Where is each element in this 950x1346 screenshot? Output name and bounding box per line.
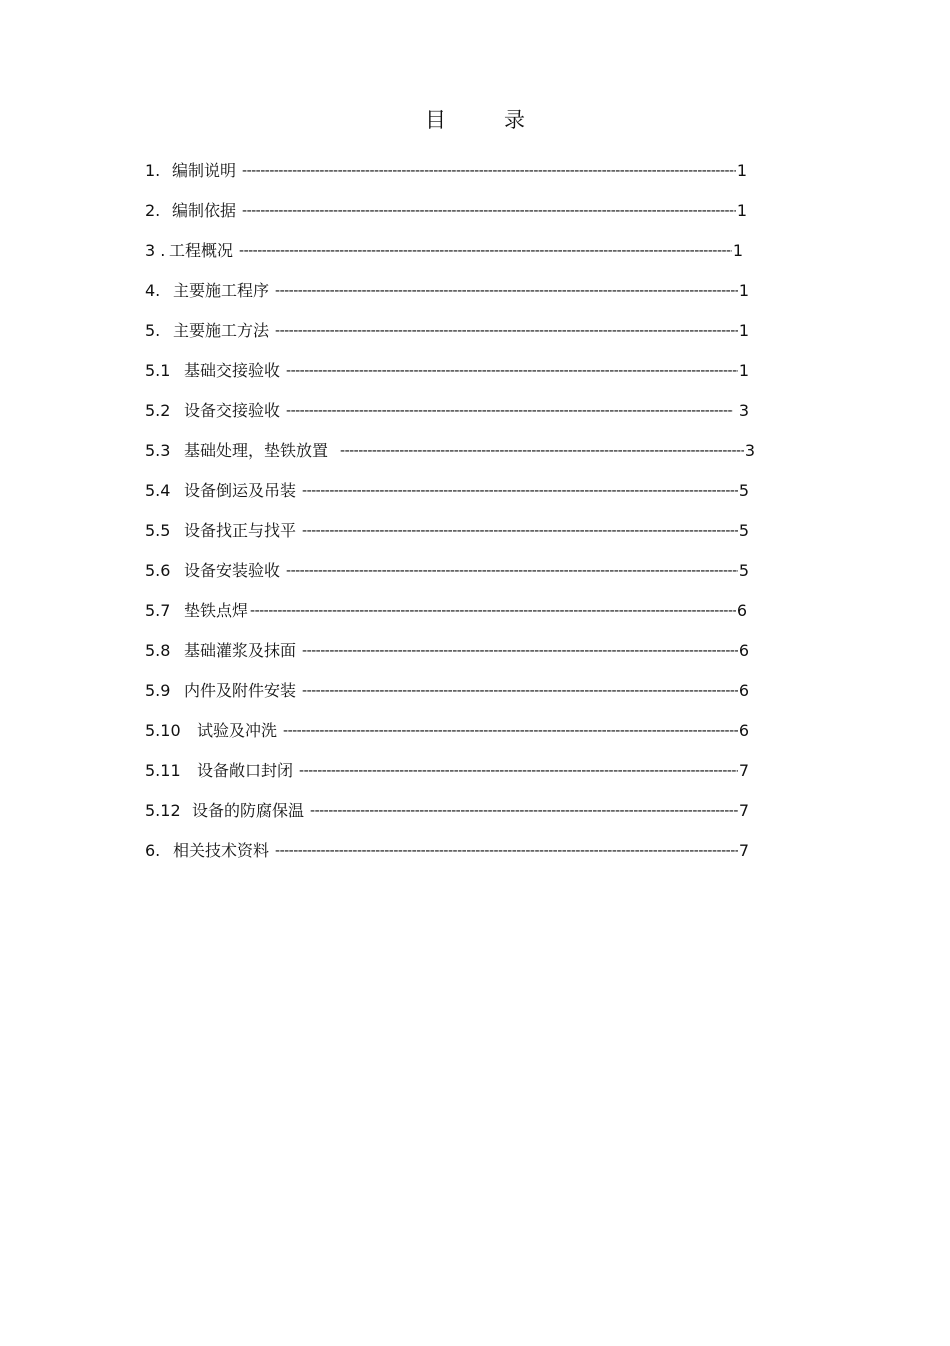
toc-number: 1.: [145, 161, 161, 180]
toc-leader: [302, 681, 738, 701]
toc-label: 基础灌浆及抹面: [184, 641, 297, 660]
toc-leader: [275, 841, 738, 861]
toc-entry[interactable]: [145, 551, 749, 591]
toc-entry[interactable]: [145, 671, 749, 711]
toc-number: 5.8: [145, 641, 171, 660]
toc-leader: [239, 241, 732, 261]
toc-number: 5.6: [145, 561, 171, 580]
toc-entry[interactable]: [145, 751, 749, 791]
toc-leader: [310, 801, 738, 821]
toc-leader: [250, 601, 736, 621]
toc-label: 试验及冲洗: [197, 721, 278, 740]
toc-entry[interactable]: [145, 151, 747, 191]
toc-label: 基础处理，垫铁放置: [184, 441, 329, 460]
toc-leader: [340, 441, 744, 461]
toc-page-number: 5: [738, 561, 749, 580]
toc-leader: [283, 721, 738, 741]
toc-entry[interactable]: [145, 351, 749, 391]
toc-page-number: 5: [738, 521, 749, 540]
toc-leader: [242, 161, 736, 181]
toc-leader: [286, 561, 738, 581]
toc-number: 5.10: [145, 721, 181, 740]
toc-page-number: 6: [738, 681, 749, 700]
toc-page-number: 7: [738, 761, 749, 780]
toc-page-number: 1: [736, 161, 747, 180]
toc-number: 2.: [145, 201, 161, 220]
toc-label: 编制依据: [172, 201, 237, 220]
toc-page-number: 1: [736, 201, 747, 220]
toc-label: 设备倒运及吊装: [184, 481, 297, 500]
toc-label: 设备敞口封闭: [197, 761, 294, 780]
toc-page-number: 3: [733, 401, 749, 420]
toc-entry[interactable]: [145, 271, 749, 311]
toc-entry[interactable]: [145, 311, 749, 351]
toc-label: 内件及附件安装: [184, 681, 297, 700]
toc-leader: [286, 401, 733, 421]
title-char-2: 录: [504, 108, 525, 132]
toc-leader: [242, 201, 736, 221]
toc-number: 5.5: [145, 521, 171, 540]
toc-page-number: 3: [744, 441, 755, 460]
toc-leader: [302, 641, 738, 661]
toc-number: 5.9: [145, 681, 171, 700]
toc-entry[interactable]: [145, 231, 743, 271]
toc-number: 5.2: [145, 401, 171, 420]
toc-number: 5.12: [145, 801, 181, 820]
toc-label: 编制说明: [172, 161, 237, 180]
toc-entry[interactable]: [145, 191, 747, 231]
toc-number: 5.11: [145, 761, 181, 780]
toc-leader: [275, 321, 738, 341]
toc-leader: [286, 361, 738, 381]
toc-label: 设备安装验收: [184, 561, 281, 580]
toc-number: 4.: [145, 281, 161, 300]
toc-entry[interactable]: [145, 471, 749, 511]
toc-leader: [302, 481, 738, 501]
toc-number: 5.4: [145, 481, 171, 500]
toc-page-number: 6: [738, 721, 749, 740]
toc-page-number: 5: [738, 481, 749, 500]
toc-page-number: 7: [738, 841, 749, 860]
table-of-contents: [145, 151, 757, 871]
toc-number: 5.3: [145, 441, 171, 460]
toc-entry[interactable]: [145, 791, 749, 831]
toc-page-number: 7: [738, 801, 749, 820]
toc-label: 相关技术资料: [173, 841, 270, 860]
toc-leader: [299, 761, 738, 781]
toc-entry[interactable]: [145, 431, 755, 471]
toc-entry[interactable]: [145, 391, 749, 431]
toc-label: 基础交接验收: [184, 361, 281, 380]
toc-page-number: 1: [738, 321, 749, 340]
toc-number: 5.7: [145, 601, 171, 620]
toc-page-number: 6: [736, 601, 747, 620]
toc-label: 主要施工方法: [173, 321, 270, 340]
toc-entry[interactable]: [145, 711, 749, 751]
toc-label: 设备找正与找平: [184, 521, 297, 540]
toc-entry[interactable]: [145, 631, 749, 671]
toc-label: 工程概况: [169, 241, 234, 260]
toc-entry[interactable]: [145, 511, 749, 551]
toc-leader: [275, 281, 738, 301]
toc-label: 垫铁点焊: [184, 601, 249, 620]
toc-page-number: 1: [738, 361, 749, 380]
toc-page-number: 1: [738, 281, 749, 300]
toc-number: 6.: [145, 841, 161, 860]
toc-page-number: 1: [732, 241, 743, 260]
toc-entry[interactable]: [145, 591, 747, 631]
toc-label: 主要施工程序: [173, 281, 270, 300]
toc-label: 设备的防腐保温: [192, 801, 305, 820]
page-title: [0, 104, 950, 134]
toc-number: 5.1: [145, 361, 171, 380]
toc-number: 5.: [145, 321, 161, 340]
toc-leader: [302, 521, 738, 541]
toc-page-number: 6: [738, 641, 749, 660]
title-char-1: 目: [425, 108, 446, 132]
toc-entry[interactable]: [145, 831, 749, 871]
toc-label: 设备交接验收: [184, 401, 281, 420]
toc-number: 3 .: [145, 241, 166, 260]
